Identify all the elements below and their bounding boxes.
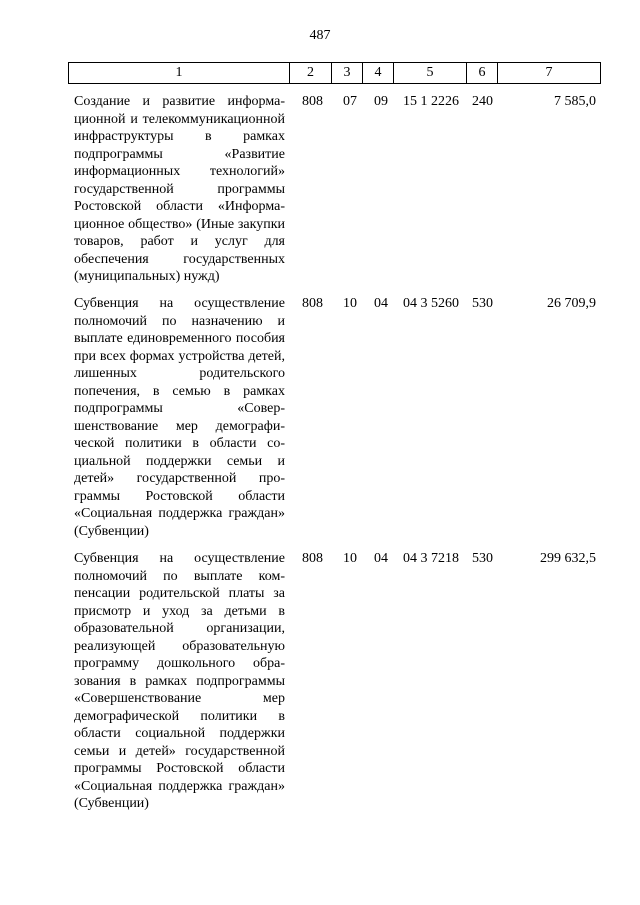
row-ministry-code: 808 (302, 551, 323, 566)
row-description: Создание и развитие информационной и телекоммуникационной инфраструктуры в рамках подпрограммы «Развитие информационных технологий» государственной программы Ростовской области «Информационное общество» (Иные закупки товаров, работ и услуг для обеспечения государственных (муниципальных) нужд) (74, 94, 285, 284)
header-col-7: 7 (498, 63, 601, 84)
row-ministry-code: 808 (302, 94, 323, 109)
row-ministry-code: 808 (302, 296, 323, 311)
table-header (68, 62, 601, 84)
row-section-code: 10 (343, 296, 357, 311)
header-col-1: 1 (69, 63, 290, 84)
row-target-code: 04 3 5260 (403, 296, 459, 311)
row-expense-type: 530 (472, 296, 493, 311)
header-col-5: 5 (394, 63, 467, 84)
row-description: Субвенция на осуществление полномочий по выплате компенсации родительской платы за присмотр и уход за детьми в образовательной организации, реализующей образовательную программу дошкольного образования в рамках подпрограммы «Совершенствование мер демографической политики в области социальной поддержки семьи и детей» государственной программы Ростовской области «Социальная поддержка граждан» (Субвенции) (74, 551, 285, 811)
row-section-code: 10 (343, 551, 357, 566)
row-amount: 7 585,0 (554, 94, 596, 109)
row-subsection-code: 04 (374, 551, 388, 566)
row-section-code: 07 (343, 94, 357, 109)
row-amount: 26 709,9 (547, 296, 596, 311)
row-subsection-code: 04 (374, 296, 388, 311)
header-col-2: 2 (290, 63, 332, 84)
row-description: Субвенция на осуществление полномочий по назначению и выплате единовременного пособия при всех формах устройства детей, лишенных родительского попечения, в семью в рамках подпрограммы «Совершенствование мер демографической политики в области социальной поддержки семьи и детей» государственной программы Ростовской области «Социальная поддержка граждан» (Субвенции) (74, 296, 285, 539)
row-target-code: 15 1 2226 (403, 94, 459, 109)
row-subsection-code: 09 (374, 94, 388, 109)
row-target-code: 04 3 7218 (403, 551, 459, 566)
row-expense-type: 240 (472, 94, 493, 109)
page-number: 487 (309, 28, 331, 43)
header-col-3: 3 (332, 63, 363, 84)
header-col-6: 6 (467, 63, 498, 84)
row-expense-type: 530 (472, 551, 493, 566)
header-col-4: 4 (363, 63, 394, 84)
row-amount: 299 632,5 (540, 551, 596, 566)
